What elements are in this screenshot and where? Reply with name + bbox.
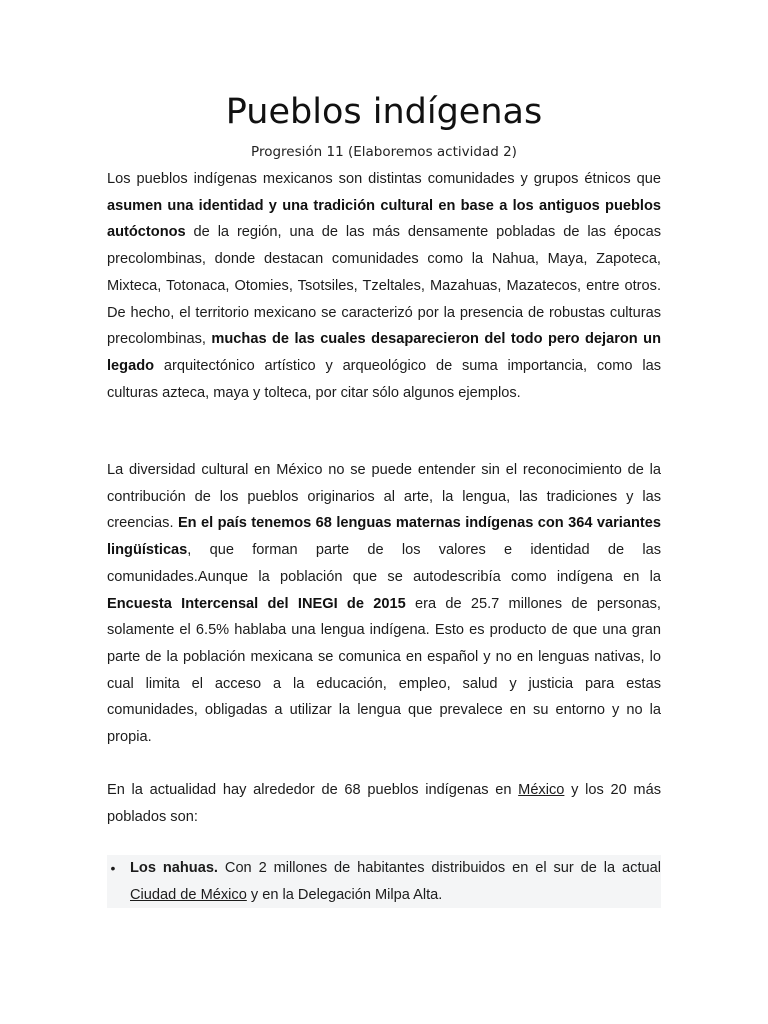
bullet-list bbox=[107, 855, 661, 908]
document-subtitle: Progresión 11 (Elaboremos actividad 2) bbox=[251, 144, 517, 160]
paragraph-1-bold-b: muchas de las cuales desaparecieron del todo pero dejaron un legado bbox=[107, 331, 661, 374]
paragraph-1-text-a: Los pueblos indígenas mexicanos son distintas comunidades y grupos étnicos que bbox=[107, 171, 661, 187]
paragraph-2-text-b: , que forman parte de los valores e identidad de las comunidades.Aunque la población que se autodescribía como indígena en la bbox=[107, 542, 661, 585]
paragraph-2-bold-a: En el país tenemos 68 lenguas maternas indígenas con 364 variantes lingüísticas bbox=[107, 515, 661, 559]
paragraph-1-bold-a: asumen una identidad y una tradición cultural en base a los antiguos pueblos autóctonos bbox=[107, 197, 661, 241]
list-item bbox=[107, 855, 661, 908]
paragraph-3-text-b: y los 20 más poblados son: bbox=[107, 782, 661, 825]
list-item-bold: Los nahuas. bbox=[130, 860, 218, 876]
mexico-link[interactable]: México bbox=[518, 782, 565, 798]
paragraph-2-bold-b: Encuesta Intercensal del INEGI de 2015 bbox=[107, 595, 406, 612]
list-item-text-b: y en la Delegación Milpa Alta. bbox=[246, 886, 443, 903]
paragraph-3-text-a: En la actualidad hay alrededor de 68 pueblos indígenas en bbox=[107, 782, 519, 798]
document-title: Pueblos indígenas bbox=[225, 92, 543, 132]
bullet-icon: • bbox=[110, 860, 116, 876]
paragraph-2 bbox=[107, 457, 661, 751]
ciudad-de-mexico-link[interactable]: Ciudad de México bbox=[130, 886, 247, 903]
paragraph-1 bbox=[107, 166, 661, 406]
paragraph-3 bbox=[107, 777, 661, 830]
paragraph-2-text-a: La diversidad cultural en México no se puede entender sin el reconocimiento de la contribución de los pueblos originarios al arte, la lengua, las tradiciones y las creencias. bbox=[107, 462, 661, 532]
paragraph-2-text-c: era de 25.7 millones de personas, solamente el 6.5% hablaba una lengua indígena. Esto es producto de que una gran parte de la población mexicana se comunica en español y no en lenguas nativas, lo cual limita el acceso a la educación, empleo, salud y justicia para estas comunidades, obligadas a utilizar la lengua que prevalece en su entorno y no la propia. bbox=[107, 595, 661, 746]
paragraph-1-text-c: arquitectónico artístico y arqueológico de suma importancia, como las culturas azteca, maya y tolteca, por citar sólo algunos ejemplos. bbox=[107, 357, 661, 401]
paragraph-1-text-b: de la región, una de las más densamente pobladas de las épocas precolombinas, donde destacan comunidades como la Nahua, Maya, Zapoteca, Mixteca, Totonaca, Otomies, Tsotsiles, Tzeltales, Mazahuas, Mazatecos, entre otros. De hecho, el territorio mexicano se caracterizó por la presencia de robustas culturas precolombinas, bbox=[107, 224, 661, 348]
list-item-text-a: Con 2 millones de habitantes distribuidos en el sur de la actual bbox=[218, 860, 661, 876]
